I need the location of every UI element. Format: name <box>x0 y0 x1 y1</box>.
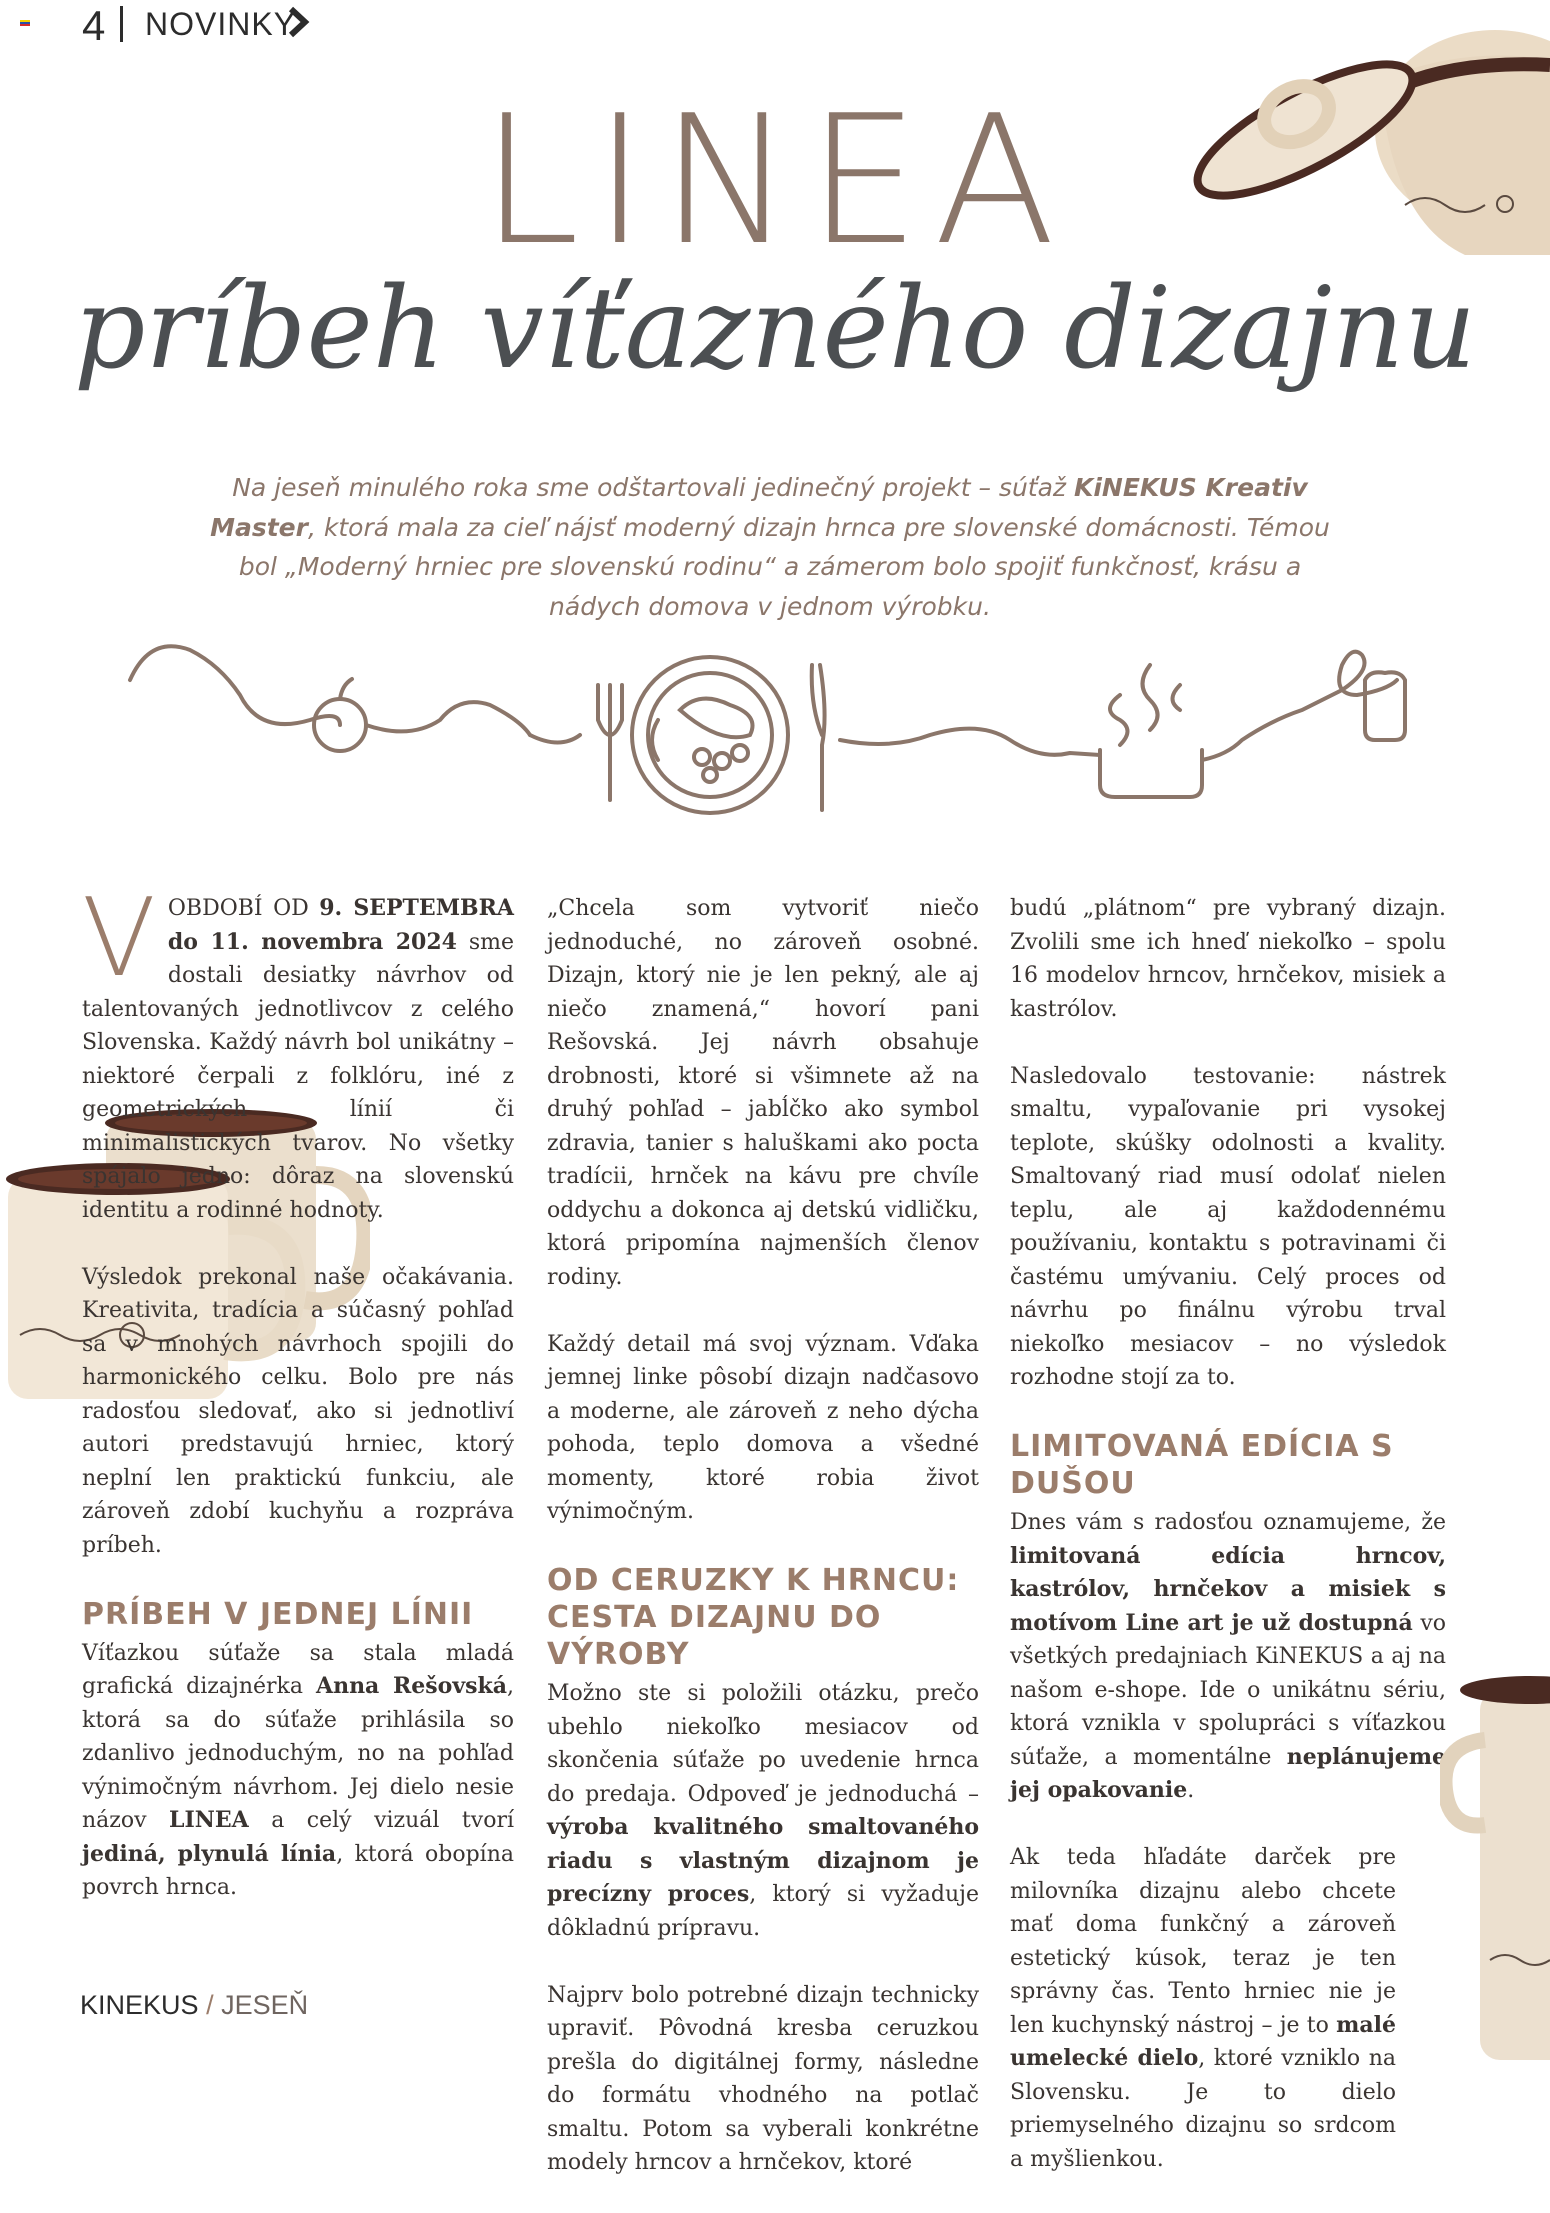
footer-separator: / <box>206 1990 214 2020</box>
article-paragraph: Výsledok prekonal naše očakávania. Kreativita, tradícia a súčasný pohľad sa v mnohých návrhoch spojili do harmonického celku. Bolo pre nás radosťou sledovať, ako si jednotliví autori predstavujú hrniec, ktorý neplní len praktickú funkciu, ale zároveň zdobí kuchyňu a rozpráva príbeh. <box>82 1264 514 1558</box>
article-paragraph: Každý detail má svoj význam. Vďaka jemnej linke pôsobí dizajn nadčasovo a moderne, ale zároveň z neho dýcha pohoda, teplo domova a všedné momenty, ktoré robia život výnimočným. <box>547 1331 979 1524</box>
article-column-2 <box>547 892 979 2213</box>
article-paragraph: Možno ste si položili otázku, prečo ubehlo niekoľko mesiacov od skončenia súťaže po uvedenie hrnca do predaja. Odpoveď je jednoduchá – výroba kvalitného smaltovaného riadu s vlastným dizajnom je precízny proces, ktorý si vyžaduje dôkladnú prípravu. <box>547 1681 979 1941</box>
drop-cap: V <box>82 876 156 1001</box>
article-paragraph: Ak teda hľadáte darček pre milovníka dizajnu alebo chcete mať doma funkčný a zároveň estetický kúsok, teraz je ten správny čas. Tento hrniec nie je len kuchynský nástroj – je to malé umelecké dielo, ktoré vzniklo na Slovensku. Je to dielo priemyselného dizajnu so srdcom a myšlienkou. <box>1010 1845 1396 2172</box>
article-paragraph: Najprv bolo potrebné dizajn technicky upraviť. Pôvodná kresba ceruzkou prešla do digitálnej formy, následne do formátu vhodného na potlač smaltu. Potom sa vyberali konkrétne modely hrncov a hrnčekov, ktoré <box>547 1982 979 2175</box>
line-art-illustration <box>110 625 1440 820</box>
pot-image <box>1440 1660 1550 2060</box>
article-paragraph: Víťazkou súťaže sa stala mladá grafická dizajnérka Anna Rešovská, ktorá sa do súťaže prihlásila so zdanlivo jednoduchým, no na pohľad výnimočným návrhom. Jej dielo nesie názov LINEA a celý vizuál tvorí jediná, plynulá línia, ktorá obopína povrch hrnca. <box>82 1640 515 1900</box>
section-heading: PRÍBEH V JEDNEJ LÍNII <box>82 1596 474 1632</box>
article-column-3 <box>1010 892 1446 2210</box>
section-label: NOVINKY <box>145 6 297 42</box>
article-paragraph: Dnes vám s radosťou oznamujeme, že limitovaná edícia hrncov, kastrólov, hrnčekov a misiek s motívom Line art je už dostupná vo všetkých predajniach KiNEKUS a aj na našom e-shope. Ide o unikátnu sériu, ktorá vznikla v spolupráci s víťazkou súťaže, a momentálne neplánujeme jej opakovanie. <box>1010 1510 1447 1803</box>
article-paragraph: VOBDOBÍ OD 9. SEPTEMBRA do 11. novembra 2024 sme dostali desiatky návrhov od talentovaných jednotlivcov z celého Slovenska. Každý návrh bol unikátny – niektoré čerpali z folklóru, iné z geometrických línií či minimalistických tvarov. No všetky spájalo jedno: dôraz na slovenskú identitu a rodinné hodnoty. <box>82 876 514 1223</box>
intro-paragraph: Na jeseň minulého roka sme odštartovali jedinečný projekt – súťaž KiNEKUS Kreativ Master, ktorá mala za cieľ nájsť moderný dizajn hrnca pre slovenské domácnosti. Témou bol „Moderný hrniec pre slovenskú rodinu“ a zámerom bolo spojiť funkčnosť, krásu a nádych domova v jednom výrobku. <box>210 473 1330 621</box>
article-paragraph: „Chcela som vytvoriť niečo jednoduché, no zároveň osobné. Dizajn, ktorý nie je len pekný, ale aj niečo znamená,“ hovorí pani Rešovská. Jej návrh obsahuje drobnosti, ktoré si všimnete až na druhý pohľad – jabĺčko ako symbol zdravia, tanier s haluškami ako pocta tradícii, hrnček na kávu pre chvíle oddychu a dokonca aj detskú vidličku, ktorá pripomína najmenších členov rodiny. <box>547 896 979 1290</box>
page-number: 4 <box>82 2 106 49</box>
section-heading: LIMITOVANÁ EDÍCIA S DUŠOU <box>1010 1429 1394 1501</box>
article-paragraph: Nasledovalo testovanie: nástrek smaltu, vypaľovanie pri vysokej teplote, skúšky odolnosti a kvality. Smaltovaný riad musí odolať nielen teplu, ale aj každodennému používaniu, kontaktu s potravinami či častému umývaniu. Celý proces od návrhu po finálnu výrobu trval niekoľko mesiacov – no výsledok rozhodne stojí za to. <box>1010 1063 1446 1390</box>
page-title: LINEA <box>480 77 1070 284</box>
section-heading: OD CERUZKY K HRNCU: CESTA DIZAJNU DO VÝROBY <box>547 1563 960 1672</box>
chevron-right-icon <box>286 6 312 38</box>
footer-brand: KINEKUS <box>80 1990 199 2020</box>
article-column-1 <box>82 876 515 1938</box>
page-subtitle: príbeh víťazného dizajnu <box>73 264 1477 394</box>
header-divider <box>120 6 123 42</box>
flag-icon <box>20 20 30 26</box>
footer-season: JESEŇ <box>221 1990 309 2020</box>
article-paragraph: budú „plátnom“ pre vybraný dizajn. Zvolili sme ich hneď niekoľko – spolu 16 modelov hrncov, hrnčekov, misiek a kastrólov. <box>1010 896 1446 1022</box>
footer <box>80 1990 308 2021</box>
